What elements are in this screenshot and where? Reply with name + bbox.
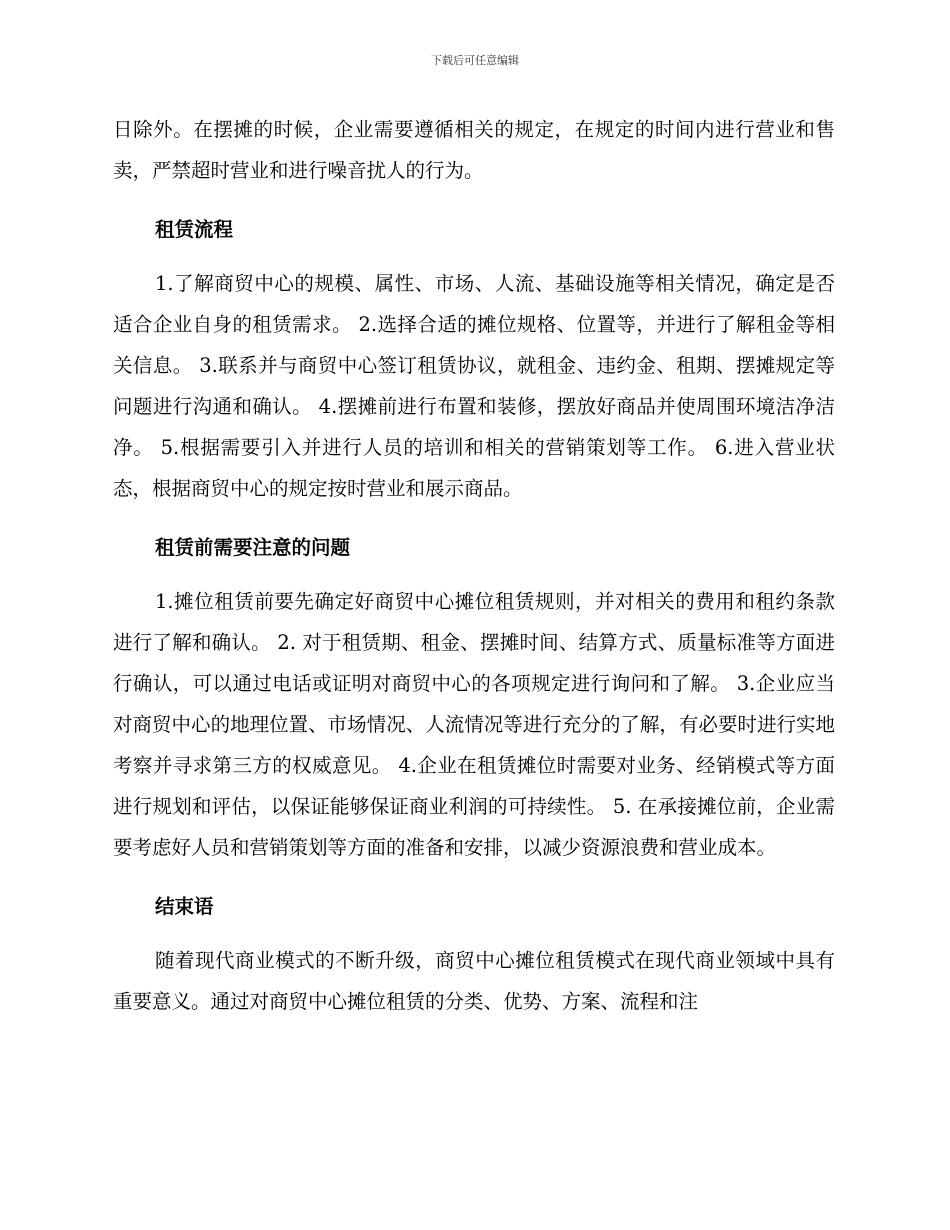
- section-paragraph-conclusion: 随着现代商业模式的不断升级，商贸中心摊位租赁模式在现代商业领域中具有重要意义。通过对商贸中心摊位租赁的分类、优势、方案、流程和注: [113, 949, 835, 1013]
- section-heading-lease-process: 租赁流程: [155, 218, 234, 241]
- section-heading-precautions: 租赁前需要注意的问题: [155, 536, 351, 559]
- section-paragraph-lease-process: 1.了解商贸中心的规模、属性、市场、人流、基础设施等相关情况，确定是否适合企业自身的租赁需求。 2.选择合适的摊位规格、位置等，并进行了解租金等相关信息。 3.联系并与商贸中心签订租赁协议，就租金、违约金、租期、摆摊规定等问题进行沟通和确认。 4.摆摊前进行布置和装修，摆放好商品并使周围环境洁净洁净。 5.根据需要引入并进行人员的培训和相关的营销策划等工作。 6.进入营业状态，根据商贸中心的规定按时营业和展示商品。: [113, 272, 835, 500]
- section-heading-conclusion: 结束语: [155, 895, 214, 918]
- intro-paragraph: 日除外。在摆摊的时候，企业需要遵循相关的规定，在规定的时间内进行营业和售卖，严禁超时营业和进行噪音扰人的行为。: [113, 118, 835, 182]
- section-paragraph-precautions: 1.摊位租赁前要先确定好商贸中心摊位租赁规则，并对相关的费用和租约条款进行了解和确认。 2. 对于租赁期、租金、摆摊时间、结算方式、质量标准等方面进行确认，可以通过电话或证明对商贸中心的各项规定进行询问和了解。 3.企业应当对商贸中心的地理位置、市场情况、人流情况等进行充分的了解，有必要时进行实地考察并寻求第三方的权威意见。 4.企业在租赁摊位时需要对业务、经销模式等方面进行规划和评估，以保证能够保证商业利润的可持续性。 5. 在承接摊位前，企业需要考虑好人员和营销策划等方面的准备和安排，以减少资源浪费和营业成本。: [113, 590, 835, 859]
- page-header: 下载后可任意编辑: [431, 54, 519, 67]
- document-body: [113, 109, 835, 1042]
